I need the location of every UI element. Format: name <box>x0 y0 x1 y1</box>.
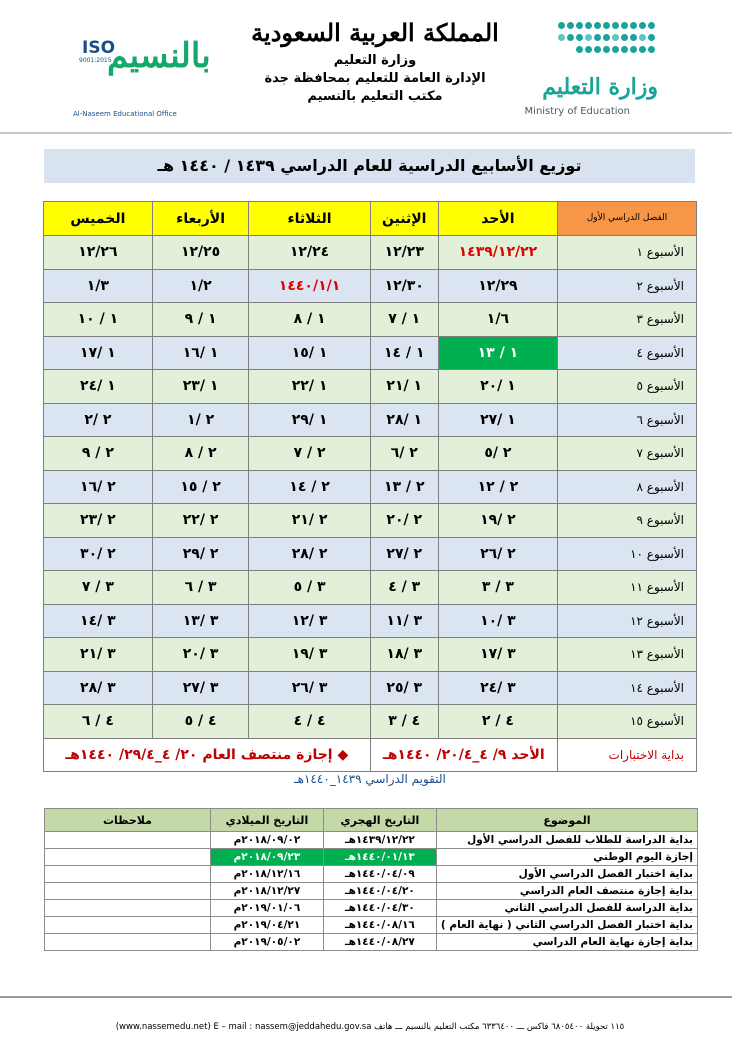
logo-dot <box>621 34 628 41</box>
date-cell: ٤ / ٦ <box>44 705 153 739</box>
date-cell: ١/٦ <box>438 303 557 337</box>
week-label: الأسبوع ٩ <box>558 504 697 538</box>
date-cell: ١ / ١٠ <box>44 303 153 337</box>
logo-dot <box>558 22 565 29</box>
week-label: الأسبوع ١٠ <box>558 537 697 571</box>
date-cell: ١٢/٢٥ <box>152 236 249 270</box>
naseem-logo-arabic: بالنسيم <box>107 36 211 76</box>
date-cell: ٢ /٢١ <box>249 504 370 538</box>
date-cell: ٣ / ٧ <box>44 571 153 605</box>
date-cell: ١٢/٢٦ <box>44 236 153 270</box>
date-cell: ٢ /٢٢ <box>152 504 249 538</box>
calendar-row <box>45 866 698 883</box>
office-line: مكتب التعليم بالنسيم <box>307 89 443 104</box>
calendar-title: التقويم الدراسي ١٤٣٩_١٤٤٠هـ <box>294 772 446 786</box>
schedule-header-row <box>44 202 697 236</box>
date-cell: ١ /١٥ <box>249 336 370 370</box>
date-cell: ١ /٢٤ <box>44 370 153 404</box>
logo-dot <box>585 22 592 29</box>
logo-dot <box>576 46 583 53</box>
date-cell: ١٤٤٠/١/١ <box>249 269 370 303</box>
exams-date: الأحد ٩/ ٤_٢٠/٤/ ١٤٤٠هـ <box>370 738 557 771</box>
date-cell: ٤ / ٤ <box>249 705 370 739</box>
semester-header: الفصل الدراسي الأول <box>558 202 697 236</box>
date-cell: ١ /٢٩ <box>249 403 370 437</box>
date-cell: ٢ / ١٢ <box>438 470 557 504</box>
logo-dot <box>648 34 655 41</box>
date-cell: ٣ /١٩ <box>249 638 370 672</box>
logo-dot <box>612 22 619 29</box>
date-cell: ٢ / ٧ <box>249 437 370 471</box>
logo-dot <box>639 34 646 41</box>
date-cell: ٣ /٢٨ <box>44 671 153 705</box>
page-title: توزيع الأسابيع الدراسية للعام الدراسي ١٤٣٩ / ١٤٤٠ هـ <box>44 149 695 183</box>
directorate-line: الإدارة العامة للتعليم بمحافظة جدة <box>264 71 486 86</box>
calendar-notes <box>45 934 211 951</box>
calendar-gregorian-date: ٢٠١٨/٠٩/٢٣م <box>210 849 323 866</box>
calendar-notes <box>45 832 211 849</box>
week-label: الأسبوع ١٤ <box>558 671 697 705</box>
date-cell: ٢ /٢ <box>44 403 153 437</box>
date-cell: ٣ /٢٥ <box>370 671 438 705</box>
naseem-office-logo <box>65 30 211 120</box>
week-row <box>44 705 697 739</box>
date-cell: ٢ /٥ <box>438 437 557 471</box>
date-cell: ١٤٣٩/١٢/٢٢ <box>438 236 557 270</box>
academic-calendar-table <box>44 808 698 951</box>
week-row <box>44 303 697 337</box>
calendar-header-topic: الموضوع <box>436 809 697 832</box>
midyear-holiday: ◆ إجازة منتصف العام ٢٠/ ٤_٢٩/٤/ ١٤٤٠هـ <box>44 738 371 771</box>
calendar-row <box>45 917 698 934</box>
ministry-logo-english: Ministry of Education <box>524 106 630 117</box>
logo-dot <box>630 46 637 53</box>
week-row <box>44 236 697 270</box>
footer-divider <box>0 996 732 998</box>
logo-dot <box>603 46 610 53</box>
calendar-topic: بداية الدراسة للطلاب للفصل الدراسي الأول <box>436 832 697 849</box>
week-row <box>44 604 697 638</box>
calendar-row <box>45 849 698 866</box>
calendar-hijri-date: ١٤٤٠/٠٤/٢٠هـ <box>323 883 436 900</box>
calendar-header-row <box>45 809 698 832</box>
calendar-row <box>45 900 698 917</box>
logo-dot <box>630 34 637 41</box>
calendar-notes <box>45 849 211 866</box>
date-cell: ٣ /١٢ <box>249 604 370 638</box>
exams-label: بداية الاختبارات <box>558 738 697 771</box>
calendar-topic: بداية اختبار الفصل الدراسي الأول <box>436 866 697 883</box>
date-cell: ٢ /٢٧ <box>370 537 438 571</box>
logo-dot <box>639 22 646 29</box>
date-cell: ١ /٢٢ <box>249 370 370 404</box>
weeks-schedule-table <box>43 201 697 772</box>
date-cell: ١ / ١٣ <box>438 336 557 370</box>
date-cell: ٣ /٢٧ <box>152 671 249 705</box>
calendar-header-gregorian: التاريخ الميلادي <box>210 809 323 832</box>
date-cell: ٣ /٢٤ <box>438 671 557 705</box>
calendar-gregorian-date: ٢٠١٩/٠٤/٢١م <box>210 917 323 934</box>
calendar-notes <box>45 917 211 934</box>
date-cell: ١/٢ <box>152 269 249 303</box>
day-header: الأربعاء <box>152 202 249 236</box>
date-cell: ٤ / ٣ <box>370 705 438 739</box>
ministry-logo-arabic: وزارة التعليم <box>542 74 658 100</box>
calendar-notes <box>45 866 211 883</box>
day-header: الإثنين <box>370 202 438 236</box>
logo-dot <box>594 22 601 29</box>
calendar-hijri-date: ١٤٤٠/٠١/١٣هـ <box>323 849 436 866</box>
date-cell: ٢ /٢٩ <box>152 537 249 571</box>
date-cell: ٢ /١٦ <box>44 470 153 504</box>
calendar-row <box>45 832 698 849</box>
logo-dot <box>603 34 610 41</box>
week-label: الأسبوع ٨ <box>558 470 697 504</box>
calendar-topic: بداية اختبار الفصل الدراسي الثاني ( نهاية العام ) <box>436 917 697 934</box>
logo-dot <box>585 34 592 41</box>
letterhead <box>250 14 500 124</box>
ministry-of-education-logo <box>520 22 670 122</box>
calendar-header-hijri: التاريخ الهجري <box>323 809 436 832</box>
contact-footer: (www.nassemedu.net) E – mail : nassem@jeddahedu.gov.sa ١١٥ تحويلة ٦٨٠٥٤٠٠ فاكس ـــ ٦٣٣٦٤٠٠ مكتب التعليم بالنسيم ـــ هاتف <box>115 1022 625 1032</box>
calendar-topic: بداية إجازة نهاية العام الدراسي <box>436 934 697 951</box>
date-cell: ٤ / ٢ <box>438 705 557 739</box>
date-cell: ٣ / ٥ <box>249 571 370 605</box>
logo-dot <box>585 46 592 53</box>
logo-dot <box>639 46 646 53</box>
date-cell: ٢ /٣٠ <box>44 537 153 571</box>
week-row <box>44 370 697 404</box>
date-cell: ٣ / ٤ <box>370 571 438 605</box>
logo-dot <box>567 34 574 41</box>
week-row <box>44 470 697 504</box>
logo-dot <box>576 34 583 41</box>
week-row <box>44 537 697 571</box>
calendar-gregorian-date: ٢٠١٨/١٢/٢٧م <box>210 883 323 900</box>
iso-badge: ISO <box>82 38 116 58</box>
week-label: الأسبوع ١٢ <box>558 604 697 638</box>
week-label: الأسبوع ٣ <box>558 303 697 337</box>
week-label: الأسبوع ١٣ <box>558 638 697 672</box>
week-row <box>44 504 697 538</box>
date-cell: ٣ /١٧ <box>438 638 557 672</box>
calendar-row <box>45 934 698 951</box>
week-label: الأسبوع ٢ <box>558 269 697 303</box>
calendar-topic: بداية الدراسة للفصل الدراسي الثاني <box>436 900 697 917</box>
date-cell: ١ /٢١ <box>370 370 438 404</box>
date-cell: ١/٣ <box>44 269 153 303</box>
calendar-topic: بداية إجازة منتصف العام الدراسي <box>436 883 697 900</box>
iso-year: 9001:2015 <box>79 57 112 64</box>
week-row <box>44 571 697 605</box>
date-cell: ١ /٢٠ <box>438 370 557 404</box>
week-label: الأسبوع ١ <box>558 236 697 270</box>
date-cell: ٣ /١٣ <box>152 604 249 638</box>
logo-dot <box>621 22 628 29</box>
date-cell: ١ /١٦ <box>152 336 249 370</box>
date-cell: ٢ /٢٣ <box>44 504 153 538</box>
naseem-logo-english: Al-Naseem Educational Office <box>73 110 177 118</box>
week-label: الأسبوع ٤ <box>558 336 697 370</box>
date-cell: ١٢/٢٩ <box>438 269 557 303</box>
logo-dot <box>621 46 628 53</box>
calendar-topic: إجازة اليوم الوطني <box>436 849 697 866</box>
header-divider <box>0 132 732 134</box>
week-row <box>44 403 697 437</box>
date-cell: ٢ /١٩ <box>438 504 557 538</box>
date-cell: ١ / ٩ <box>152 303 249 337</box>
date-cell: ٢ / ٨ <box>152 437 249 471</box>
week-row <box>44 269 697 303</box>
date-cell: ٤ / ٥ <box>152 705 249 739</box>
week-label: الأسبوع ١١ <box>558 571 697 605</box>
calendar-hijri-date: ١٤٤٠/٠٨/١٦هـ <box>323 917 436 934</box>
ministry-line: وزارة التعليم <box>333 53 417 68</box>
date-cell: ٣ / ٣ <box>438 571 557 605</box>
day-header: الثلاثاء <box>249 202 370 236</box>
date-cell: ٢ /٢٠ <box>370 504 438 538</box>
day-header: الخميس <box>44 202 153 236</box>
calendar-gregorian-date: ٢٠١٩/٠٥/٠٢م <box>210 934 323 951</box>
date-cell: ٢ /٢٦ <box>438 537 557 571</box>
logo-dot <box>648 22 655 29</box>
date-cell: ٣ /٢٦ <box>249 671 370 705</box>
week-row <box>44 638 697 672</box>
calendar-hijri-date: ١٤٤٠/٠٤/٣٠هـ <box>323 900 436 917</box>
exams-row <box>44 738 697 771</box>
calendar-gregorian-date: ٢٠١٨/١٢/١٦م <box>210 866 323 883</box>
date-cell: ٣ /٢١ <box>44 638 153 672</box>
week-row <box>44 336 697 370</box>
date-cell: ٣ /١٤ <box>44 604 153 638</box>
date-cell: ١ / ١٤ <box>370 336 438 370</box>
date-cell: ١ /٢٧ <box>438 403 557 437</box>
date-cell: ٢ /٢٨ <box>249 537 370 571</box>
calendar-notes <box>45 900 211 917</box>
date-cell: ٢ / ٩ <box>44 437 153 471</box>
date-cell: ٢ / ١٤ <box>249 470 370 504</box>
date-cell: ٣ /٢٠ <box>152 638 249 672</box>
logo-dot <box>612 46 619 53</box>
date-cell: ٢ /٦ <box>370 437 438 471</box>
date-cell: ٢ /١ <box>152 403 249 437</box>
calendar-hijri-date: ١٤٣٩/١٢/٢٢هـ <box>323 832 436 849</box>
logo-dot <box>630 22 637 29</box>
date-cell: ١ /٢٨ <box>370 403 438 437</box>
week-label: الأسبوع ١٥ <box>558 705 697 739</box>
logo-dot <box>603 22 610 29</box>
week-row <box>44 671 697 705</box>
date-cell: ٣ /١١ <box>370 604 438 638</box>
logo-dot <box>612 34 619 41</box>
date-cell: ٢ / ١٣ <box>370 470 438 504</box>
calendar-hijri-date: ١٤٤٠/٠٨/٢٧هـ <box>323 934 436 951</box>
date-cell: ١٢/٢٤ <box>249 236 370 270</box>
calendar-header-notes: ملاحظات <box>45 809 211 832</box>
date-cell: ٣ / ٦ <box>152 571 249 605</box>
calendar-row <box>45 883 698 900</box>
date-cell: ١ /٢٣ <box>152 370 249 404</box>
date-cell: ١ / ٧ <box>370 303 438 337</box>
ministry-dots-icon <box>558 22 658 64</box>
logo-dot <box>594 46 601 53</box>
date-cell: ١٢/٣٠ <box>370 269 438 303</box>
week-label: الأسبوع ٦ <box>558 403 697 437</box>
calendar-notes <box>45 883 211 900</box>
kingdom-title: المملكة العربية السعودية <box>251 18 499 47</box>
calendar-gregorian-date: ٢٠١٩/٠١/٠٦م <box>210 900 323 917</box>
day-header: الأحد <box>438 202 557 236</box>
logo-dot <box>594 34 601 41</box>
calendar-gregorian-date: ٢٠١٨/٠٩/٠٢م <box>210 832 323 849</box>
logo-dot <box>576 22 583 29</box>
week-label: الأسبوع ٧ <box>558 437 697 471</box>
week-label: الأسبوع ٥ <box>558 370 697 404</box>
date-cell: ١ /١٧ <box>44 336 153 370</box>
date-cell: ٢ / ١٥ <box>152 470 249 504</box>
date-cell: ٣ /١٨ <box>370 638 438 672</box>
date-cell: ١٢/٢٣ <box>370 236 438 270</box>
date-cell: ١ / ٨ <box>249 303 370 337</box>
logo-dot <box>567 22 574 29</box>
week-row <box>44 437 697 471</box>
logo-dot <box>558 34 565 41</box>
date-cell: ٣ /١٠ <box>438 604 557 638</box>
logo-dot <box>648 46 655 53</box>
calendar-hijri-date: ١٤٤٠/٠٤/٠٩هـ <box>323 866 436 883</box>
